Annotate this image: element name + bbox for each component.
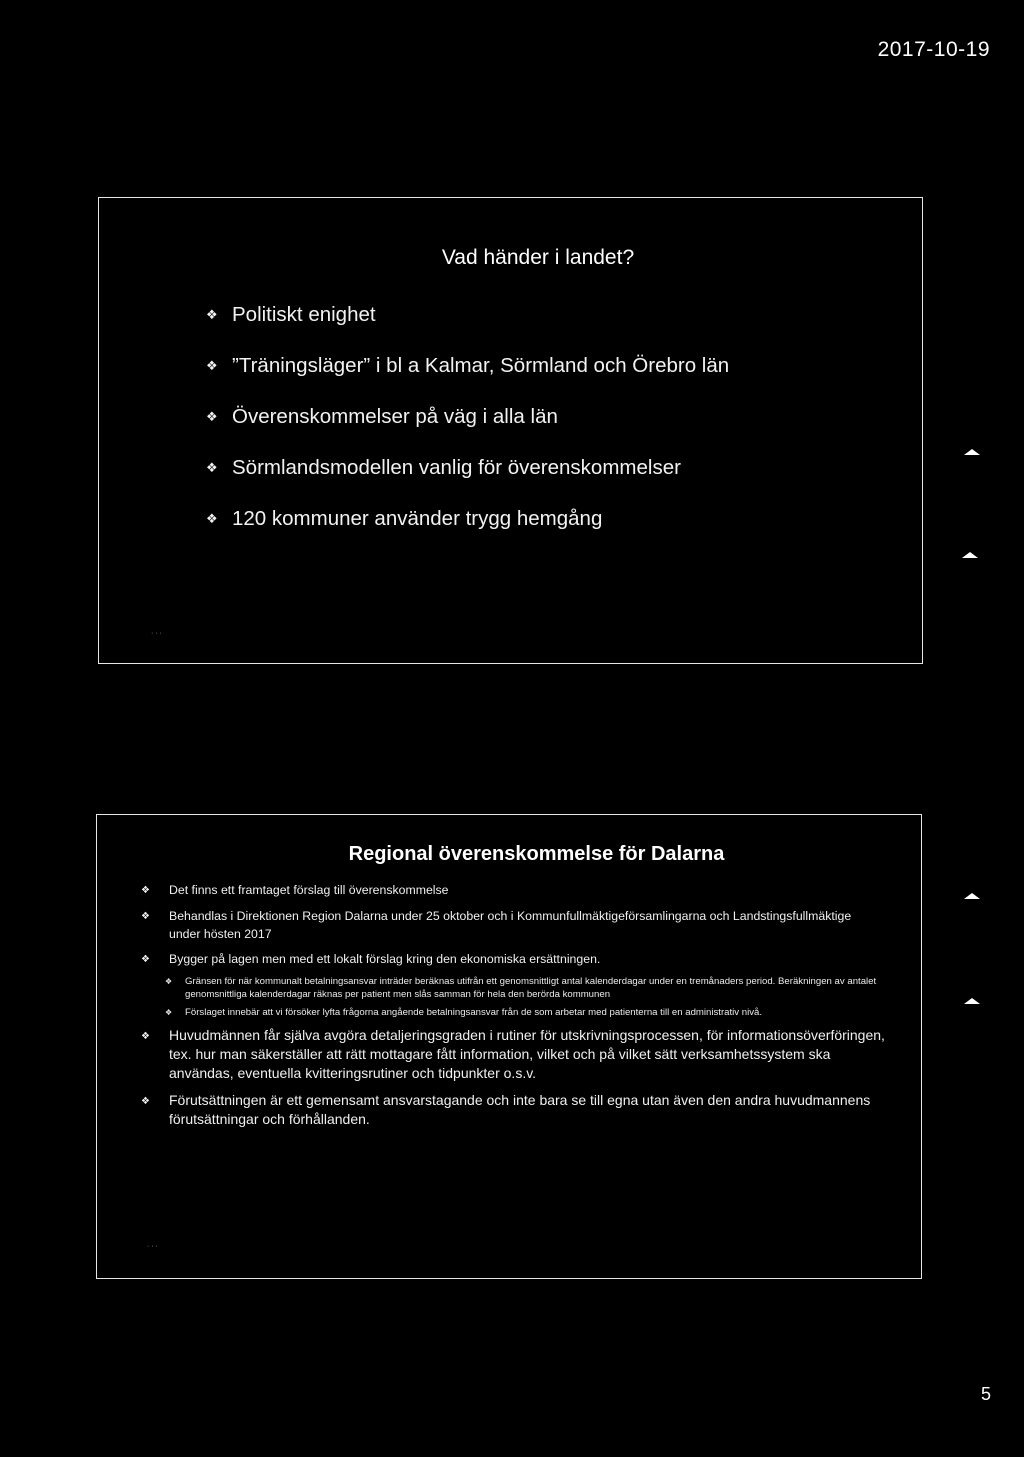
bullet-text: Sörmlandsmodellen vanlig för överenskommelser (232, 456, 681, 479)
diamond-bullet-icon: ❖ (165, 977, 173, 986)
list-item (141, 1091, 886, 1129)
slide-2-footer-mark: · · · (147, 1243, 158, 1250)
list-item (141, 881, 886, 900)
arrow-mark-icon (962, 552, 978, 558)
list-item (206, 507, 729, 558)
list-item (141, 1026, 886, 1083)
page-number: 5 (980, 1384, 991, 1404)
diamond-bullet-icon: ❖ (165, 1008, 173, 1017)
list-item (206, 303, 729, 354)
diamond-bullet-icon: ❖ (141, 911, 150, 922)
arrow-mark-icon (964, 998, 980, 1004)
page-date: 2017-10-19 (877, 38, 990, 61)
list-subitem (165, 1007, 886, 1020)
item-text: Huvudmännen får själva avgöra detaljeringsgraden i rutiner för utskrivningsprocessen, för informationsöverföringen, tex. hur man säkerställer att rätt mottagare fått information, vilket och på vilket sätt verksamhetssystem ska användas, eventuella kvitteringsrutiner och tidpunkter o.s.v. (169, 1026, 885, 1081)
list-subitem (165, 976, 886, 1001)
diamond-bullet-icon: ❖ (206, 409, 218, 424)
diamond-bullet-icon: ❖ (206, 460, 218, 475)
slide-2-body (141, 881, 886, 1137)
subitem-text: Gränsen för när kommunalt betalningsansvar inträder beräknas utifrån ett genomsnittligt antal kalenderdagar under en tremånaders period. Beräkningen av antalet genomsnittliga kalenderdagar räknas per patient men slås samman för hela den berörda kommunen (185, 976, 877, 1000)
bullet-text: 120 kommuner använder trygg hemgång (232, 507, 603, 530)
diamond-bullet-icon: ❖ (141, 1095, 150, 1107)
bullet-text: Politiskt enighet (232, 303, 376, 326)
slide-2-title: Regional överenskommelse för Dalarna (348, 843, 725, 865)
subitem-text: Förslaget innebär att vi försöker lyfta frågorna angående betalningsansvar från de som arbetar med patienterna till en administrativ nivå. (185, 1007, 763, 1018)
list-item (141, 907, 886, 943)
slide-2 (96, 814, 922, 1279)
slide-1-bullet-list (206, 303, 729, 558)
slide-1 (98, 197, 923, 664)
item-text: Det finns ett framtaget förslag till överenskommelse (169, 883, 449, 897)
list-item (206, 405, 729, 456)
item-text: Förutsättningen är ett gemensamt ansvarstagande och inte bara se till egna utan även den andra huvudmannens förutsättningar och förhållanden. (169, 1091, 871, 1127)
diamond-bullet-icon: ❖ (141, 954, 150, 965)
arrow-mark-icon (964, 449, 980, 455)
item-text: Bygger på lagen men med ett lokalt förslag kring den ekonomiska ersättningen. (169, 952, 601, 966)
item-text: Behandlas i Direktionen Region Dalarna under 25 oktober och i Kommunfullmäktigeförsamlingarna och Landstingsfullmäktige under hösten 2017 (169, 909, 852, 941)
slide-1-title: Vad händer i landet? (441, 246, 635, 269)
diamond-bullet-icon: ❖ (206, 511, 218, 526)
bullet-text: Överenskommelser på väg i alla län (232, 405, 558, 428)
slide-1-footer-mark: · · · (151, 630, 162, 637)
bullet-text: ”Träningsläger” i bl a Kalmar, Sörmland och Örebro län (232, 354, 730, 377)
list-item (206, 354, 729, 405)
arrow-mark-icon (964, 893, 980, 899)
diamond-bullet-icon: ❖ (141, 1030, 150, 1042)
diamond-bullet-icon: ❖ (141, 885, 150, 896)
diamond-bullet-icon: ❖ (206, 307, 218, 322)
diamond-bullet-icon: ❖ (206, 358, 218, 373)
list-item (141, 950, 886, 969)
list-item (206, 456, 729, 507)
